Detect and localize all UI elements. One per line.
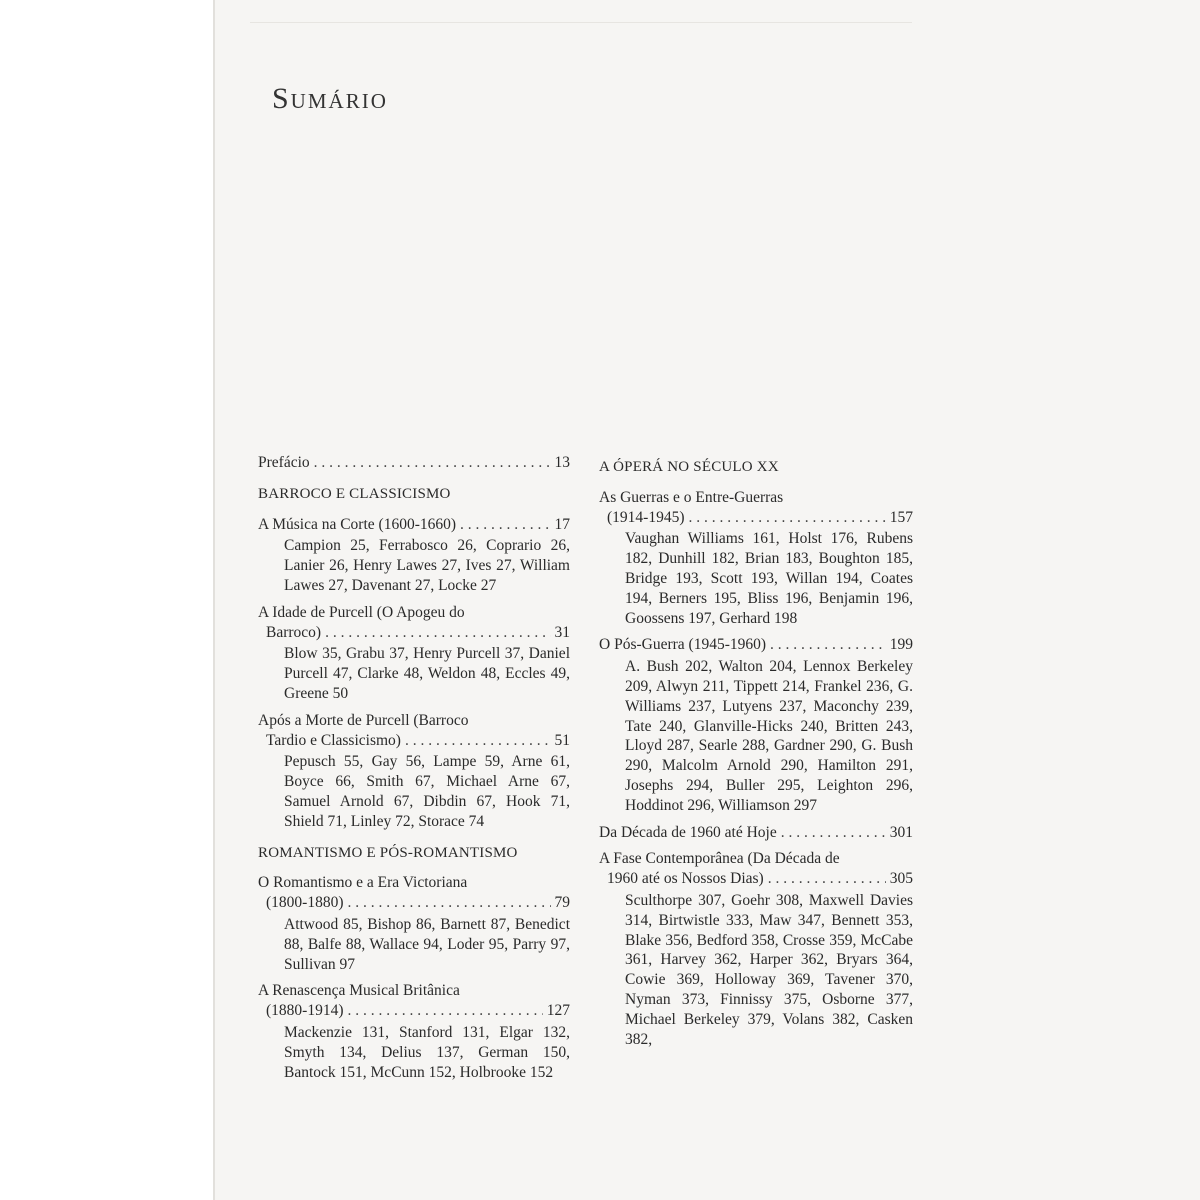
toc-left-column (258, 453, 570, 1089)
toc-entry-title: A Fase Contemporânea (Da Década de (599, 850, 840, 868)
toc-composer-list: Pepusch 55, Gay 56, Lampe 59, Arne 61, Boyce 66, Smith 67, Michael Arne 67, Samuel Arnold 67, Dibdin 67, Hook 71, Shield 71, Linley 72, Storace 74 (284, 753, 570, 830)
dot-leader (689, 508, 886, 528)
toc-entry-title: Tardio e Classicismo) (266, 731, 401, 749)
dot-leader (314, 453, 551, 473)
toc-entry-title: A Idade de Purcell (O Apogeu do (258, 603, 465, 621)
dot-leader (405, 731, 551, 751)
toc-entry-line (258, 515, 570, 535)
toc-entry-title: 1960 até os Nossos Dias) (607, 870, 764, 888)
toc-entry-line (258, 623, 570, 643)
toc-entry-title: Após a Morte de Purcell (Barroco (258, 711, 469, 729)
toc-composer-list: Sculthorpe 307, Goehr 308, Maxwell Davies 314, Birtwistle 333, Maw 347, Bennett 353, Blake 356, Bedford 358, Crosse 359, McCabe 361, Harvey 362, Harper 362, Bryars 364, Cowie 369, Holloway 369, Tavener 370, Nyman 373, Finnissy 375, Osborne 377, Michael Berkeley 379, Volans 382, Casken 382, (625, 891, 913, 1048)
dot-leader (768, 869, 886, 889)
toc-entry-title: Da Década de 1960 até Hoje (599, 823, 777, 841)
toc-entry-line (258, 893, 570, 913)
toc-page-number: 157 (889, 508, 913, 526)
toc-entry-line (258, 453, 570, 473)
dot-leader (348, 1001, 543, 1021)
toc-entry (599, 823, 913, 843)
toc-section-heading: BARROCO E CLASSICISMO (258, 485, 451, 502)
toc-page-number: 31 (554, 623, 570, 641)
toc-page-number: 51 (554, 731, 570, 749)
toc-page-number: 79 (554, 894, 570, 912)
toc-composer-list: Campion 25, Ferrabosco 26, Coprario 26, Lanier 26, Henry Lawes 27, Ives 27, William Lawes 27, Davenant 27, Locke 27 (284, 537, 570, 594)
toc-entry (258, 981, 570, 1082)
toc-entry-title: A Renascença Musical Britânica (258, 982, 460, 1000)
dot-leader (460, 515, 550, 535)
toc-entry (258, 873, 570, 974)
toc-entry (599, 488, 913, 629)
toc-page-number: 305 (889, 870, 913, 888)
toc-entry-title: Prefácio (258, 454, 310, 471)
toc-entry-line (599, 823, 913, 843)
toc-entry-line (599, 508, 913, 528)
toc-entry-title: (1880-1914) (266, 1002, 344, 1020)
toc-entry (599, 635, 913, 815)
toc-entry-title: (1800-1880) (266, 894, 344, 912)
toc-page-number: 13 (554, 454, 570, 471)
toc-composer-list: Vaughan Williams 161, Holst 176, Rubens 182, Dunhill 182, Brian 183, Boughton 185, Bridge 193, Scott 193, Willan 194, Coates 194, Berners 195, Bliss 196, Benjamin 196, Goossens 197, Gerhard 198 (625, 530, 913, 627)
toc-entry (258, 515, 570, 596)
toc-entry-title: O Pós-Guerra (1945-1960) (599, 636, 767, 654)
dot-leader (325, 623, 550, 643)
toc-composer-list: Mackenzie 131, Stanford 131, Elgar 132, Smyth 134, Delius 137, German 150, Bantock 151, McCunn 152, Holbrooke 152 (284, 1023, 570, 1081)
toc-entry (599, 849, 913, 1049)
toc-entry (258, 453, 570, 473)
dot-leader (348, 893, 551, 913)
header-rule (250, 22, 912, 23)
toc-entry-title: (1914-1945) (607, 508, 685, 526)
toc-entry-line (599, 869, 913, 889)
toc-entry-title: Barroco) (266, 623, 322, 641)
toc-entry (258, 603, 570, 704)
toc-entry-title: A Música na Corte (1600-1660) (258, 515, 457, 533)
toc-right-column (599, 458, 913, 1056)
toc-section-heading: A ÓPERÁ NO SÉCULO XX (599, 459, 779, 475)
toc-composer-list: Blow 35, Grabu 37, Henry Purcell 37, Daniel Purcell 47, Clarke 48, Weldon 48, Eccles 49, Greene 50 (284, 645, 570, 702)
toc-entry-line (599, 635, 913, 655)
toc-entry-line (258, 731, 570, 751)
toc-composer-list: A. Bush 202, Walton 204, Lennox Berkeley 209, Alwyn 211, Tippett 214, Frankel 236, G. Williams 237, Lutyens 237, Maconchy 239, Tate 240, Glanville-Hicks 240, Britten 243, Lloyd 287, Searle 288, Gardner 290, G. Bush 290, Malcolm Arnold 290, Hamilton 291, Josephs 294, Buller 295, Leighton 296, Hoddinot 296, Williamson 297 (625, 658, 913, 814)
toc-page-number: 301 (889, 823, 913, 841)
toc-section-heading: ROMANTISMO E PÓS-ROMANTISMO (258, 844, 518, 861)
toc-entry-line (258, 1001, 570, 1021)
toc-entry-title: O Romantismo e a Era Victoriana (258, 874, 468, 892)
toc-page-number: 199 (889, 636, 913, 654)
toc-page-number: 17 (554, 515, 570, 533)
toc-page-number: 127 (546, 1002, 570, 1020)
dot-leader (770, 635, 886, 655)
toc-composer-list: Attwood 85, Bishop 86, Barnett 87, Benedict 88, Balfe 88, Wallace 94, Loder 95, Parry 97, Sullivan 97 (284, 915, 570, 973)
dot-leader (781, 823, 886, 843)
toc-entry (258, 711, 570, 832)
page-title: Sumário (272, 82, 388, 115)
page-edge (213, 0, 215, 1200)
toc-entry-title: As Guerras e o Entre-Guerras (599, 488, 784, 506)
